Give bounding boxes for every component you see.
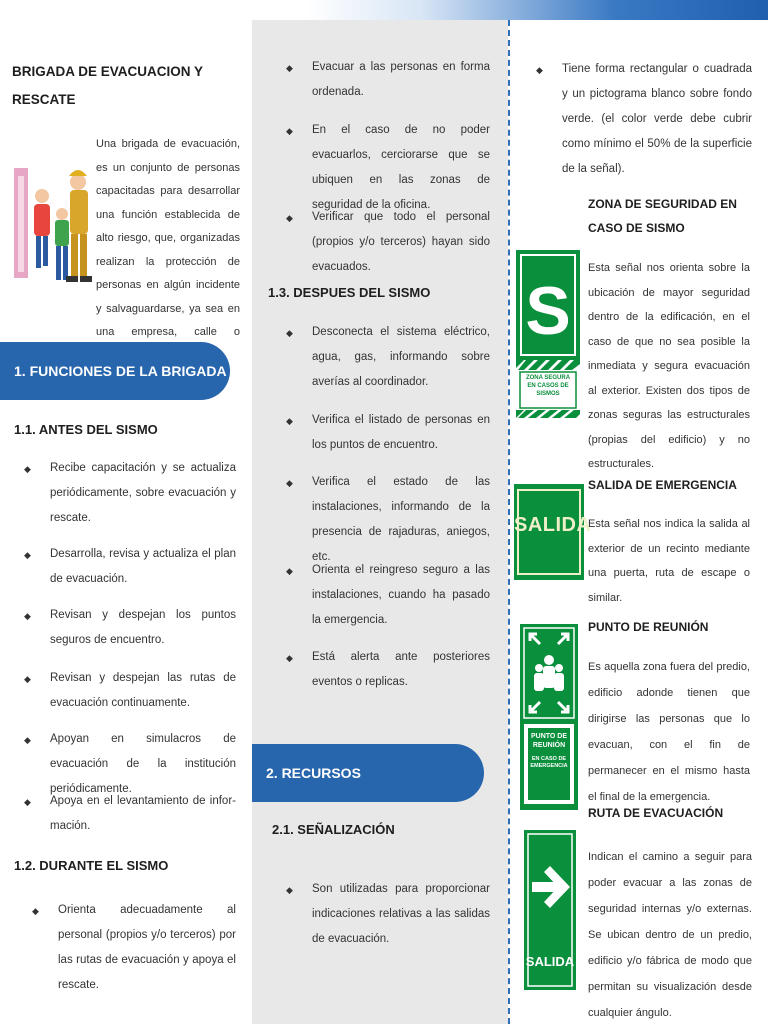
list-item-text: Revisan y despejan las rutas de evacuación continuamente. — [50, 672, 236, 709]
diamond-bullet-icon: ◆ — [286, 653, 293, 663]
diamond-bullet-icon: ◆ — [286, 213, 293, 223]
list-item — [24, 666, 236, 716]
subheading-despues: 1.3. DESPUES DEL SISMO — [268, 285, 431, 300]
list-item — [24, 542, 236, 592]
punto-reunion-sign — [520, 624, 578, 810]
list-item — [286, 118, 490, 218]
diamond-bullet-icon: ◆ — [24, 464, 31, 474]
diamond-bullet-icon: ◆ — [24, 550, 31, 560]
ruta-sign-label: SALIDA — [525, 954, 575, 969]
list-item — [24, 603, 236, 653]
zona-seguridad-title: ZONA DE SEGURIDAD EN CASO DE SISMO — [588, 197, 737, 235]
section-title: 1. FUNCIONES DE LA BRIGADA — [14, 363, 227, 379]
diamond-bullet-icon: ◆ — [286, 63, 293, 73]
list-item-text: Tiene forma rectangular o cuadrada y un pictograma blanco sobre fondo verde. (el color verde debe cubrir como mínimo el 50% de la superficie de la señal). — [562, 63, 752, 175]
list-item — [286, 320, 490, 395]
diamond-bullet-icon: ◆ — [32, 906, 39, 916]
punto-sign-line2: EN CASO DE EMERGENCIA — [530, 756, 568, 769]
ruta-evacuacion-text: Indican el camino a seguir para poder evacuar a las zonas de seguridad internas y/o externas. Se ubican dentro de un predio, edificio y/o fábrica de modo que permitan su visualización desde cualquier ángulo. — [588, 851, 752, 1019]
ruta-evacuacion-title: RUTA DE EVACUACIÓN — [588, 806, 724, 820]
list-item — [286, 877, 490, 952]
list-item-text: Evacuar a las personas en forma ordenada. — [312, 61, 490, 98]
salida-emergencia-title: SALIDA DE EMERGENCIA — [588, 478, 737, 492]
list-item-text: Son utilizadas para proporcionar indicaciones relativas a las salidas de evacuación. — [312, 883, 490, 945]
subheading-antes: 1.1. ANTES DEL SISMO — [14, 422, 158, 437]
list-item — [32, 898, 236, 998]
zona-sign-caption: ZONA SEGURA EN CASOS DE SISMOS — [525, 375, 571, 397]
salida-emergencia-sign — [514, 484, 592, 580]
list-item-text: Apoyan en simulacros de evacuación de la institución periódicamente. — [50, 733, 236, 795]
list-item-text: Está alerta ante posteriores eventos o replicas. — [312, 651, 490, 688]
zona-sign-letter: S — [525, 273, 571, 349]
diamond-bullet-icon: ◆ — [286, 126, 293, 136]
section-tab-recursos — [252, 744, 484, 802]
list-item-text: Desarrolla, revisa y actualiza el plan de evacuación. — [50, 548, 236, 585]
section-tab-funciones — [0, 342, 230, 400]
list-item-text: Apoya en el levantamiento de información. — [50, 795, 236, 832]
list-item — [286, 470, 490, 570]
list-item — [286, 205, 490, 280]
list-item-text: Verifica el listado de personas en los puntos de encuentro. — [312, 414, 490, 451]
intro-paragraph: Una brigada de evacuación, es un conjunto de personas capacitadas para desarrollar una función establecida de alto riesgo, que, organizadas realizan la protección de personas en algún incidente y salvaguardarse, ya sea en una empresa, calle o — [96, 138, 240, 338]
brochure-title: BRIGADA DE EVACUACION Y RESCATE — [12, 64, 203, 107]
zona-seguridad-text: Esta señal nos orienta sobre la ubicación de mayor seguridad dentro de la edificación, en el caso de que no sea posible la inmediata y segura evacuación al exterior. Existen dos tipos de zonas seguras las estructurales (propias del edificio) y no estructurales. — [588, 262, 750, 470]
list-item — [536, 57, 752, 182]
list-item-text: Recibe capacitación y se actualiza periódicamente, sobre evacuación y rescate. — [50, 462, 236, 524]
section-title: 2. RECURSOS — [266, 765, 361, 781]
salida-emergencia-text: Esta señal nos indica la salida al exterior de un recinto mediante una puerta, ruta de escape o similar. — [588, 518, 750, 604]
diamond-bullet-icon: ◆ — [286, 885, 293, 895]
diamond-bullet-icon: ◆ — [286, 328, 293, 338]
list-item-text: Desconecta el sistema eléctrico, agua, gas, informando sobre averías al coordinador. — [312, 326, 490, 388]
dashed-divider — [508, 20, 510, 1024]
diamond-bullet-icon: ◆ — [286, 416, 293, 426]
zona-segura-sign — [516, 250, 580, 418]
list-item-text: En el caso de no poder evacuarlos, cerciorarse que se ubiquen en las zonas de seguridad de la oficina. — [312, 124, 490, 211]
list-item-text: Verificar que todo el personal (propios y/o terceros) hayan sido evacuados. — [312, 211, 490, 273]
top-accent-bar — [0, 0, 768, 20]
list-item-text: Verifica el estado de las instalaciones, informando de la presencia de rajaduras, aniegos, etc. — [312, 476, 490, 563]
list-item — [286, 558, 490, 633]
list-item — [24, 789, 236, 839]
list-item — [24, 456, 236, 531]
diamond-bullet-icon: ◆ — [24, 797, 31, 807]
diamond-bullet-icon: ◆ — [286, 566, 293, 576]
list-item — [286, 645, 490, 695]
list-item-text: Orienta el reingreso seguro a las instalaciones, cuando ha pasado la emergencia. — [312, 564, 490, 626]
diamond-bullet-icon: ◆ — [24, 674, 31, 684]
punto-reunion-title: PUNTO DE REUNIÓN — [588, 620, 709, 634]
list-item-text: Orienta adecuadamente al personal (propios y/o terceros) por las rutas de evacuación y apoya el rescate. — [58, 904, 236, 991]
subheading-durante: 1.2. DURANTE EL SISMO — [14, 858, 169, 873]
list-item — [286, 55, 490, 105]
list-item-text: Revisan y despejan los puntos seguros de encuentro. — [50, 609, 236, 646]
subheading-senalizacion: 2.1. SEÑALIZACIÓN — [272, 822, 395, 837]
ruta-evacuacion-sign — [524, 830, 576, 990]
diamond-bullet-icon: ◆ — [24, 735, 31, 745]
diamond-bullet-icon: ◆ — [24, 611, 31, 621]
diamond-bullet-icon: ◆ — [286, 478, 293, 488]
salida-sign-label: SALIDA — [514, 514, 592, 536]
list-item — [286, 408, 490, 458]
evacuation-illustration — [12, 148, 94, 298]
punto-sign-line1: PUNTO DE REUNIÓN — [530, 733, 568, 749]
punto-reunion-text: Es aquella zona fuera del predio, edificio adonde tienen que dirigirse las personas que lo evacuan, con el fin de permanecer en el mismo hasta el final de la emergencia. — [588, 661, 750, 803]
diamond-bullet-icon: ◆ — [536, 65, 543, 75]
